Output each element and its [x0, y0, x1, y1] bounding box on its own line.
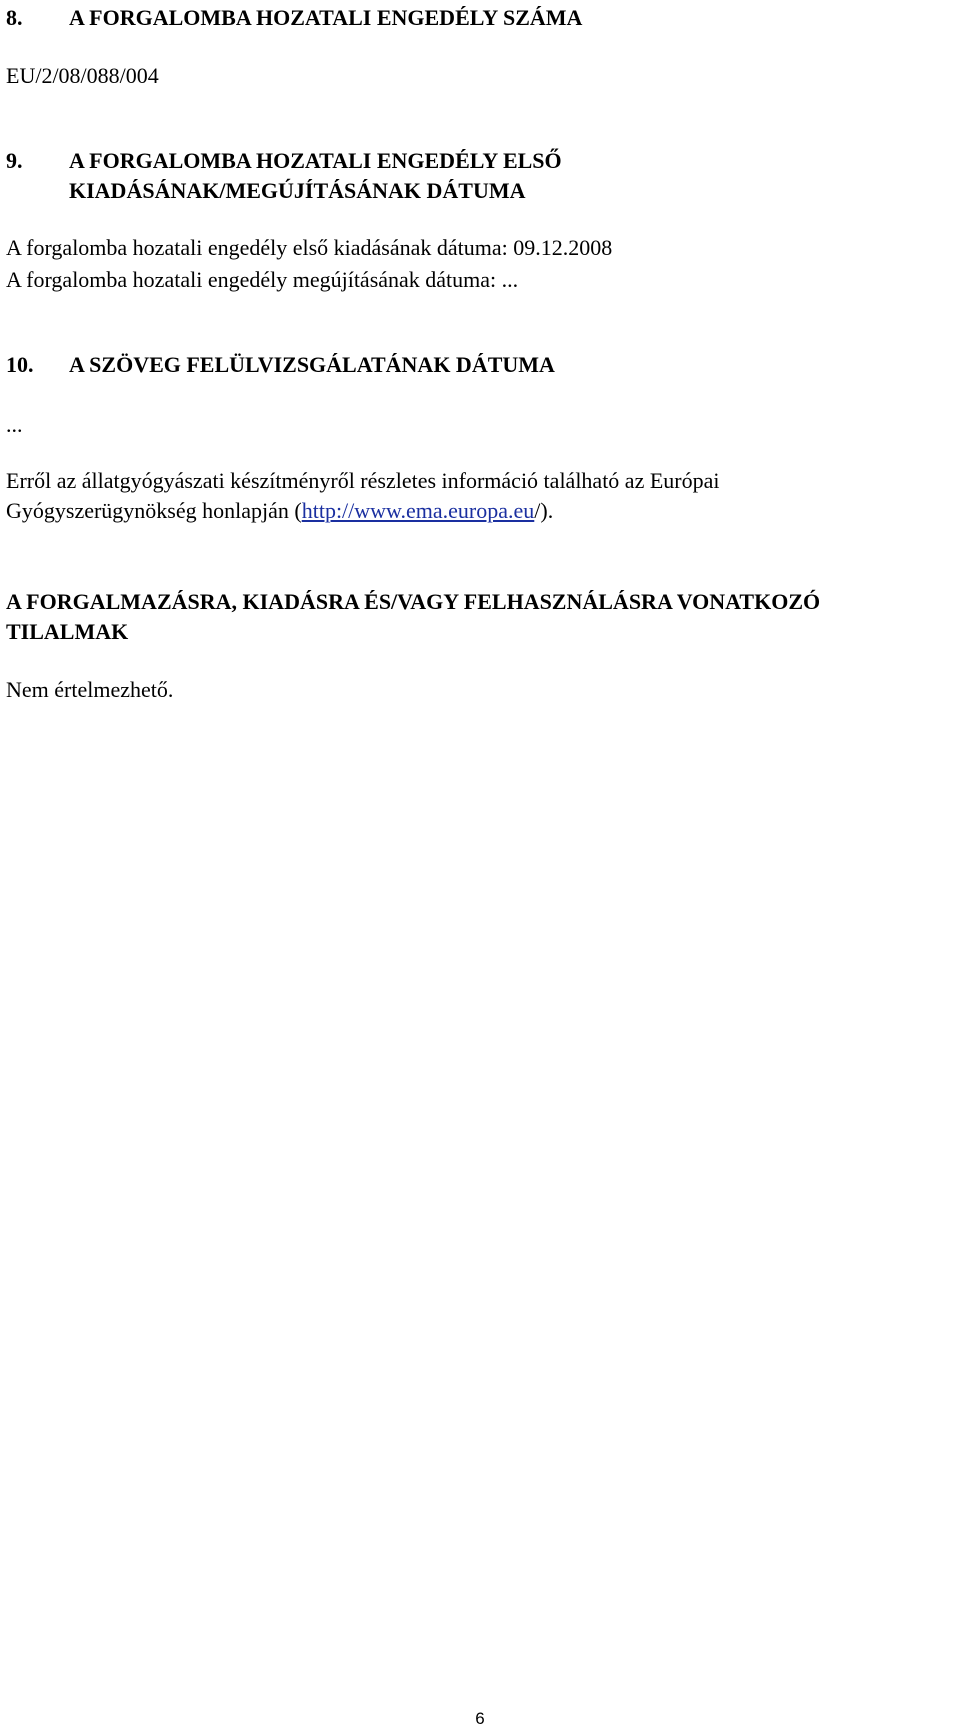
restrictions-heading: [6, 587, 956, 647]
restrictions-title-line1: A FORGALMAZÁSRA, KIADÁSRA ÉS/VAGY FELHASZNÁLÁSRA VONATKOZÓ: [6, 589, 821, 614]
section-8-heading: [6, 3, 956, 33]
section-9-title-line2: KIADÁSÁNAK/MEGÚJÍTÁSÁNAK DÁTUMA: [69, 178, 526, 203]
authorisation-number: EU/2/08/088/004: [6, 63, 159, 88]
section-10-number: 10.: [6, 352, 34, 377]
section-9-number: 9.: [6, 148, 23, 173]
more-info-line2: [6, 496, 956, 526]
section-9-title-line1: A FORGALOMBA HOZATALI ENGEDÉLY ELSŐ: [69, 148, 562, 173]
section-10-title: A SZÖVEG FELÜLVIZSGÁLATÁNAK DÁTUMA: [69, 352, 555, 377]
first-issue-date: A forgalomba hozatali engedély első kiadásának dátuma: 09.12.2008: [6, 235, 613, 260]
restrictions-text: Nem értelmezhető.: [6, 677, 174, 702]
renewal-date: A forgalomba hozatali engedély megújításának dátuma: ...: [6, 267, 519, 292]
section-8-number: 8.: [6, 5, 23, 30]
ema-website-link[interactable]: http://www.ema.europa.eu: [301, 498, 535, 523]
section-8-title: A FORGALOMBA HOZATALI ENGEDÉLY SZÁMA: [69, 5, 583, 30]
section-10-heading: [6, 350, 956, 380]
more-info-prefix: Gyógyszerügynökség honlapján (: [6, 498, 302, 523]
page-number: 6: [475, 1709, 485, 1728]
more-info-paragraph: [6, 466, 956, 526]
restrictions-title-line2: TILALMAK: [6, 619, 129, 644]
more-info-line1: Erről az állatgyógyászati készítményről részletes információ található az Európai: [6, 468, 720, 493]
more-info-suffix: /).: [534, 498, 554, 523]
revision-date-placeholder: ...: [6, 412, 23, 437]
section-9-heading: [6, 146, 956, 206]
